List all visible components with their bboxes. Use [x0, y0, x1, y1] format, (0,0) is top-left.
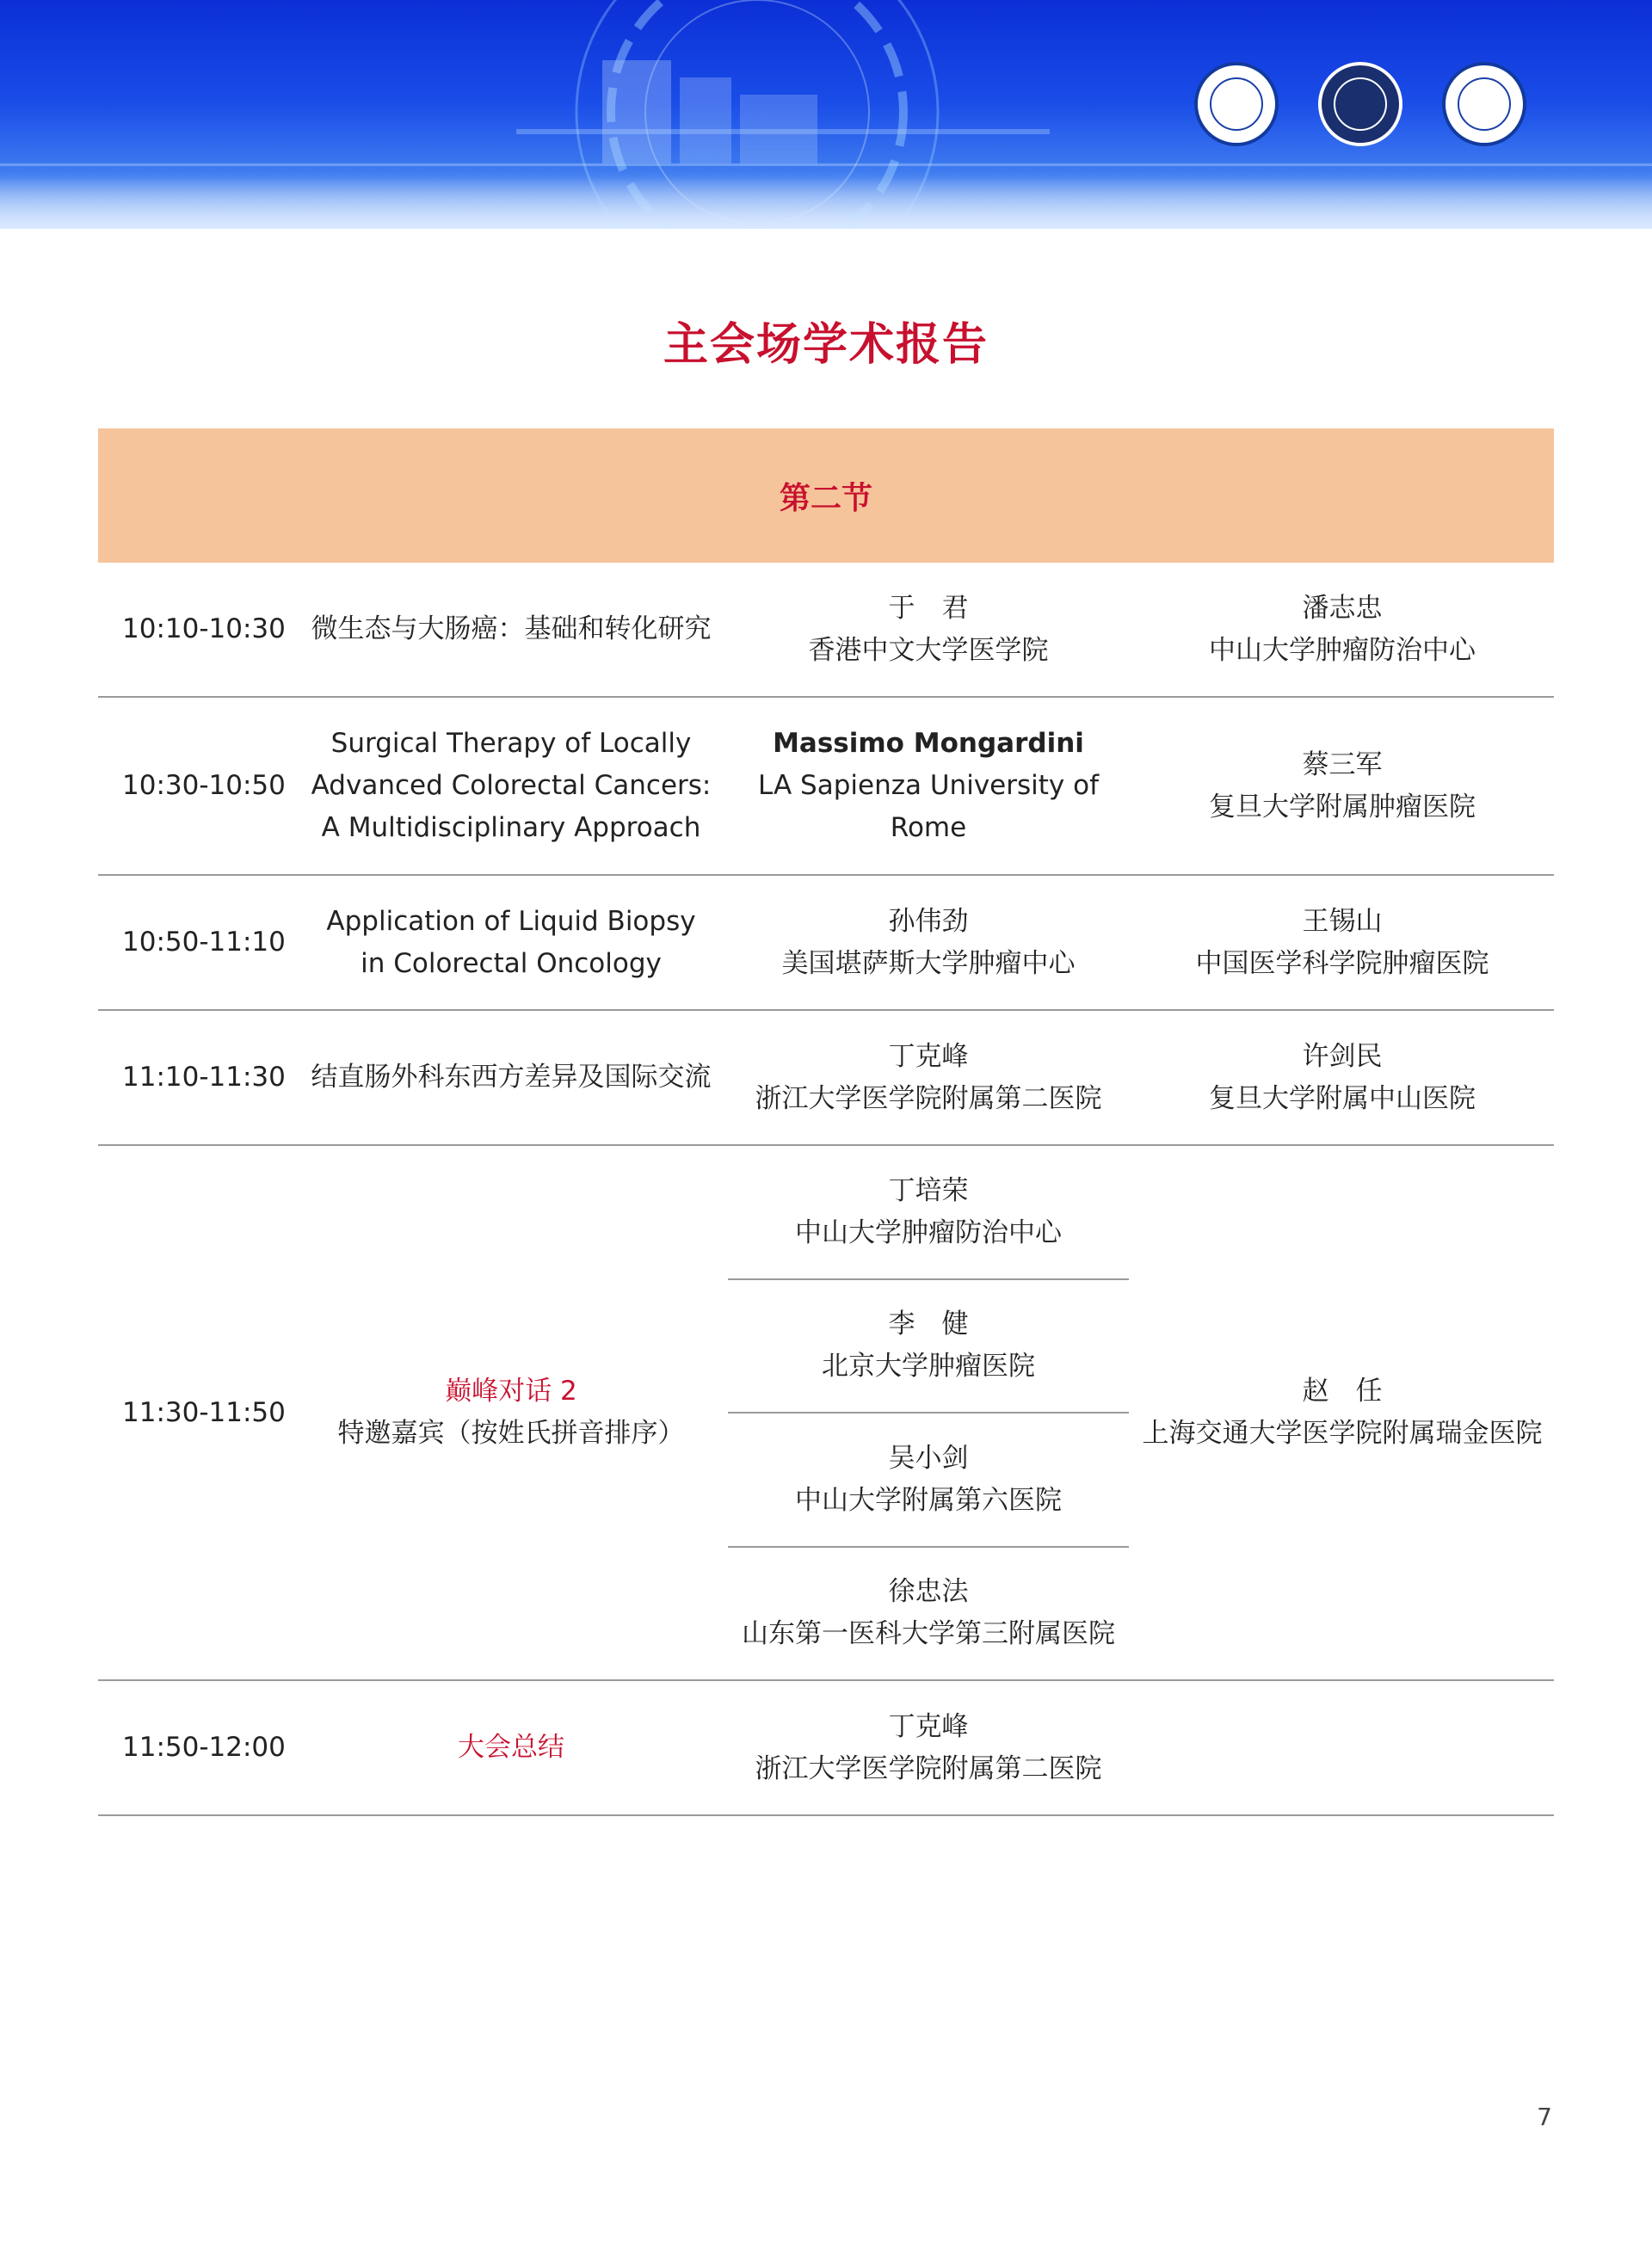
panel-speaker: [728, 1146, 1129, 1280]
topic-line: A Multidisciplinary Approach: [321, 812, 701, 843]
table-row: [98, 1146, 1554, 1681]
speaker-name: Massimo Mongardini: [773, 728, 1084, 759]
speaker-affiliation: 浙江大学医学院附属第二医院: [755, 1752, 1102, 1784]
time-cell: 11:50-12:00: [122, 1732, 286, 1763]
table-row: [98, 563, 1554, 698]
speaker-name: 孙伟劲: [888, 905, 969, 937]
chair-affiliation: 中山大学肿瘤防治中心: [1209, 634, 1476, 666]
chair-name: 许剑民: [1302, 1040, 1383, 1072]
table-row: [98, 876, 1554, 1011]
chair-cell: [1131, 1681, 1554, 1814]
speaker-affiliation: 浙江大学医学院附属第二医院: [755, 1082, 1102, 1114]
time-cell: 11:30-11:50: [122, 1396, 286, 1428]
chair-name: 蔡三军: [1302, 748, 1383, 780]
topic-line: in Colorectal Oncology: [361, 947, 662, 979]
speaker-name: 丁培荣: [888, 1174, 969, 1206]
speaker-name: 徐忠法: [888, 1576, 969, 1608]
speaker-name: 丁克峰: [888, 1710, 969, 1742]
chair-cell: [1131, 698, 1554, 874]
chair-cell: [1131, 1146, 1554, 1679]
speaker-cell: [726, 1146, 1131, 1679]
chair-affiliation: 中国医学科学院肿瘤医院: [1195, 947, 1489, 979]
speaker-affiliation: 香港中文大学医学院: [808, 634, 1049, 666]
chair-affiliation: 上海交通大学医学院附属瑞金医院: [1142, 1418, 1543, 1449]
topic-cell: [296, 1681, 726, 1814]
speaker-cell: [726, 1011, 1131, 1144]
speaker-name: 李 健: [888, 1309, 969, 1340]
topic-cell: [296, 876, 726, 1009]
time-cell: 10:30-10:50: [122, 770, 286, 801]
speaker-name: 吴小剑: [888, 1442, 969, 1474]
topic-cell: [296, 563, 726, 696]
panel-speaker: [728, 1548, 1129, 1680]
page-number: 7: [1537, 2103, 1552, 2131]
speaker-affiliation: 中山大学附属第六医院: [795, 1484, 1062, 1516]
topic-line: Surgical Therapy of Locally: [330, 728, 692, 759]
topic-cell: [296, 698, 726, 874]
speaker-affiliation: LA Sapienza University of: [758, 770, 1099, 801]
speaker-name: 丁克峰: [888, 1040, 969, 1072]
topic-cell: [296, 1146, 726, 1679]
time-cell: 11:10-11:30: [122, 1062, 286, 1093]
page-title: 主会场学术报告: [663, 319, 989, 371]
chair-name: 赵 任: [1302, 1376, 1383, 1407]
section-header: 第二节: [98, 428, 1554, 563]
panel-speaker-list: [728, 1146, 1129, 1679]
schedule-table: [98, 428, 1554, 1816]
speaker-affiliation: 中山大学肿瘤防治中心: [795, 1216, 1062, 1248]
topic-line: 特邀嘉宾（按姓氏拼音排序）: [337, 1418, 685, 1449]
topic-highlight: 巅峰对话 2: [445, 1376, 577, 1407]
topic-highlight: 大会总结: [458, 1732, 564, 1763]
panel-speaker: [728, 1414, 1129, 1548]
chair-affiliation: 复旦大学附属肿瘤医院: [1209, 791, 1476, 822]
zhejiang-university-logo: [1194, 62, 1279, 146]
table-row: [98, 1011, 1554, 1146]
chair-cell: [1131, 1011, 1554, 1144]
table-row: [98, 698, 1554, 876]
speaker-affiliation: 山东第一医科大学第三附属医院: [742, 1618, 1115, 1650]
chair-name: 潘志忠: [1302, 592, 1383, 624]
table-row: [98, 1681, 1554, 1816]
topic-cell: [296, 1011, 726, 1144]
chair-affiliation: 复旦大学附属中山医院: [1209, 1082, 1476, 1114]
speaker-cell: [726, 698, 1131, 874]
time-cell: 10:10-10:30: [122, 613, 286, 644]
topic-line: 结直肠外科东西方差异及国际交流: [311, 1062, 712, 1093]
zhejiang-anticancer-association-logo: [1442, 62, 1526, 146]
time-cell: 10:50-11:10: [122, 927, 286, 958]
speaker-affiliation: Rome: [890, 812, 967, 843]
chair-cell: [1131, 876, 1554, 1009]
speaker-cell: [726, 876, 1131, 1009]
header-banner: [0, 0, 1652, 229]
chair-cell: [1131, 563, 1554, 696]
chair-name: 王锡山: [1302, 905, 1383, 937]
speaker-cell: [726, 563, 1131, 696]
topic-line: 微生态与大肠癌：基础和转化研究: [311, 613, 712, 644]
topic-line: Advanced Colorectal Cancers:: [311, 770, 712, 801]
speaker-cell: [726, 1681, 1131, 1814]
speaker-affiliation: 美国堪萨斯大学肿瘤中心: [781, 947, 1076, 979]
zheyi-second-hospital-logo: [1318, 62, 1402, 146]
panel-speaker: [728, 1280, 1129, 1414]
logo-group: [1194, 62, 1526, 146]
topic-line: Application of Liquid Biopsy: [326, 905, 696, 937]
speaker-affiliation: 北京大学肿瘤医院: [822, 1351, 1035, 1383]
speaker-name: 于 君: [888, 592, 969, 624]
